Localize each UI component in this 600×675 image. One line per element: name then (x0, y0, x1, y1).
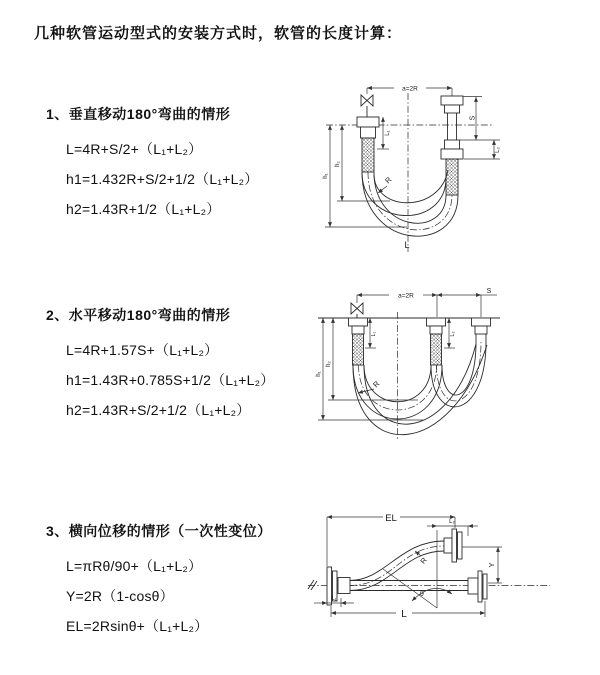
section-1-heading: 1、垂直移动180°弯曲的情形 (46, 106, 231, 122)
d2-label-h1: h₁ (316, 371, 322, 377)
d3-dim-l1 (314, 596, 354, 607)
d1-valve-icon (361, 95, 373, 106)
section-3-formula-EL: EL=2Rsinθ+（L₁+L₂） (66, 618, 209, 634)
d3-displaced-hose (350, 541, 444, 591)
d2-radius-callout (358, 379, 382, 393)
diagram-horizontal-180-bend (316, 288, 500, 440)
d2-right-flange (472, 318, 491, 342)
d2-dim-a2r-s (357, 288, 497, 317)
d1-radius-callout (378, 175, 394, 193)
d1-label-h1: h₁ (323, 173, 329, 179)
d3-break-mark (308, 580, 317, 590)
section-2-heading: 2、水平移动180°弯曲的情形 (46, 307, 231, 323)
d3-label-l2: L₂ (449, 519, 455, 525)
d1-left-flange (357, 117, 379, 172)
section-1-formula-h2: h2=1.43R+1/2（L₁+L₂） (66, 201, 221, 217)
d3-label-r: R (418, 555, 429, 566)
d3-label-l: L (401, 609, 407, 620)
d1-label-a2r: a=2R (402, 85, 418, 93)
page-title: 几种软管运动型式的安装方式时，软管的长度计算： (34, 25, 403, 42)
d1-right-pipe-assembly (441, 96, 463, 195)
d2-dim-h2 (326, 318, 418, 400)
d2-label-l2: L₂ (450, 331, 456, 337)
d3-label-el: EL (385, 513, 397, 524)
d3-label-theta: θ (420, 591, 424, 598)
d3-label-l1: L₁ (331, 596, 337, 602)
d1-label-r: R (383, 175, 394, 186)
d1-label-l2: L₂ (495, 147, 501, 153)
diagram-lateral-displacement (308, 513, 550, 620)
d2-label-r: R (371, 379, 382, 390)
d3-right-flange (468, 571, 487, 602)
d1-hose-arcs (362, 170, 458, 236)
d3-label-y: Y (487, 562, 496, 568)
d1-label-l: L (404, 240, 410, 250)
d3-dim-l (331, 601, 485, 620)
d2-label-l1: L₁ (371, 331, 377, 337)
d2-dim-h1 (316, 318, 423, 420)
d3-angle-construction (383, 530, 452, 608)
d2-label-a2r: a=2R (398, 292, 414, 300)
d1-dim-l2 (464, 140, 501, 159)
section-2-formula-h1: h1=1.43R+0.785S+1/2（L₁+L₂） (66, 372, 275, 388)
d2-hose-arcs (353, 342, 487, 435)
d2-label-h2: h₂ (326, 361, 332, 367)
d2-middle-flange (427, 318, 446, 365)
d2-valve-icon (351, 303, 363, 314)
section-1-formula-L: L=4R+S/2+（L₁+L₂） (66, 141, 203, 157)
section-2-formula-L: L=4R+1.57S+（L₁+L₂） (66, 342, 219, 358)
d1-label-l1: L₁ (385, 130, 391, 136)
section-2-formula-h2: h2=1.43R+S/2+1/2（L₁+L₂） (66, 402, 251, 418)
diagram-vertical-180-bend (323, 86, 501, 253)
d2-left-flange (349, 318, 368, 365)
section-1-formula-h1: h1=1.432R+S/2+1/2（L₁+L₂） (66, 171, 259, 187)
d3-dim-el (327, 513, 455, 566)
d1-label-h2: h₂ (335, 161, 341, 167)
section-3-formula-L: L=πRθ/90+（L₁+L₂） (66, 558, 203, 574)
section-3-heading: 3、横向位移的情形（一次性变位） (46, 523, 272, 539)
d1-dim-s (460, 97, 500, 141)
d1-dim-a2r (367, 86, 452, 97)
d1-label-s: S (469, 115, 477, 121)
d2-label-s: S (486, 288, 492, 295)
d3-upper-flange (444, 529, 462, 562)
section-3-formula-Y: Y=2R（1-cosθ） (66, 588, 174, 604)
